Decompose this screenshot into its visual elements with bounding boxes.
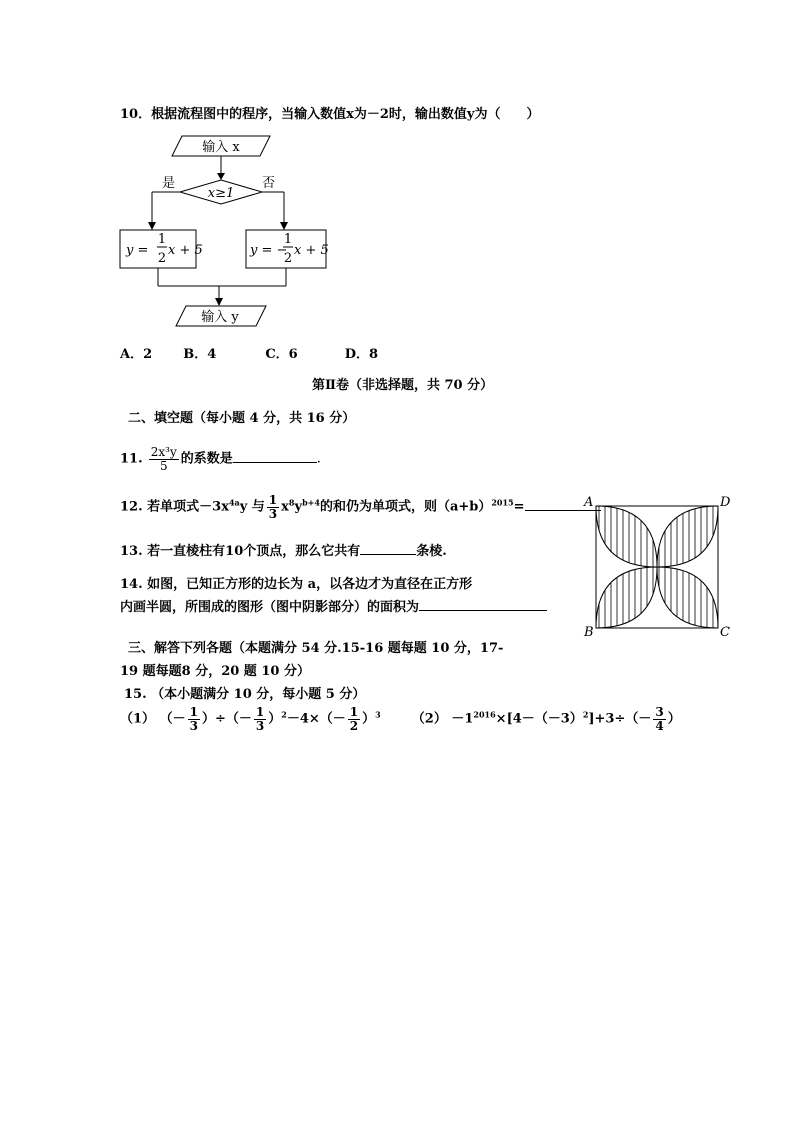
q15-p2-a: －1: [451, 711, 474, 727]
label-d: D: [720, 495, 730, 510]
label-b: B: [584, 625, 594, 640]
q14-line2: [120, 596, 547, 615]
q11-text: 的系数是: [180, 451, 233, 467]
q13-label: 13.: [120, 544, 143, 559]
flow-right-post: x + 5: [294, 243, 329, 258]
q11-den: 5: [159, 458, 168, 473]
q15-p2-sup: 2016: [473, 709, 496, 720]
q11-answer-blank[interactable]: [233, 462, 317, 463]
q15-frac3-den: 2: [349, 718, 359, 733]
q15-p2-b: ×[4－（－3）: [495, 711, 583, 727]
option-d[interactable]: D．8: [344, 347, 379, 362]
flow-yes-label: 是: [162, 176, 176, 191]
q12-pre: 若单项式－3x: [147, 499, 229, 515]
label-a: A: [584, 495, 594, 510]
q12: [120, 494, 601, 520]
q15-frac3: [348, 706, 360, 732]
q15-p1-sup1: 2: [281, 709, 287, 720]
q12-num: 1: [268, 493, 278, 507]
q13-answer-blank[interactable]: [360, 554, 416, 555]
q12-sup4: 2015: [491, 497, 514, 508]
petal-bottom-right: [657, 567, 718, 628]
q15-p1-d: －4×（－: [286, 711, 346, 727]
part2-title: 第Ⅱ卷（非选择题，共 70 分）: [312, 378, 494, 393]
q15-frac1-den: 3: [189, 718, 198, 733]
q15-expressions: [120, 706, 681, 732]
q12-post: 的和仍为单项式，则（a+b）: [319, 499, 492, 515]
q11-fraction: [149, 446, 179, 472]
q15-frac2-num: 1: [255, 705, 265, 719]
q15-p1-sup2: 3: [375, 709, 381, 720]
q15-p1-label: （1）: [120, 711, 156, 727]
petal-bottom-left: [596, 567, 657, 628]
q15-p1-b: ）÷（－: [201, 711, 252, 727]
q13: [120, 540, 447, 559]
flow-no-label: 否: [262, 176, 276, 191]
q15-p1-a: （－: [159, 711, 186, 727]
petal-top-left: [596, 506, 657, 567]
q11: [120, 446, 321, 472]
q12-sup1: 4a: [228, 497, 240, 508]
flow-right-pre: y = −: [250, 243, 288, 258]
q15-frac4-den: 4: [655, 718, 664, 733]
q11-num: 2x³y: [150, 445, 177, 459]
q12-den: 3: [268, 506, 278, 521]
flow-input-text: 输入 x: [202, 140, 240, 155]
q15-p2-d: ）: [667, 711, 681, 727]
q15-p2-c: ]+3÷（－: [588, 711, 652, 727]
q11-label: 11.: [120, 451, 143, 467]
q12-fraction: [267, 494, 279, 520]
q15-header: 15. （本小题满分 10 分，每小题 5 分）: [124, 687, 366, 702]
q11-end: .: [316, 451, 321, 467]
q15-frac2-den: 3: [255, 718, 265, 733]
flow-left-pre: y =: [126, 243, 149, 258]
square-semicircle-figure: [580, 494, 730, 640]
q10-options: [120, 343, 378, 362]
section3-line1: 三、解答下列各题（本题满分 54 分.15-16 题每题 10 分，17-: [128, 641, 504, 656]
option-b[interactable]: B．4: [183, 347, 217, 362]
q13-pre: 若一直棱柱有10个顶点，那么它共有: [147, 544, 361, 559]
flow-output-text: 输入 y: [201, 310, 239, 325]
q15-p2-sup2: 2: [582, 709, 589, 720]
petal-top-right: [657, 506, 718, 567]
q10-stem: 10．根据流程图中的程序，当输入数值x为－2时，输出数值y为（ ）: [120, 107, 540, 122]
flow-left-num: 1: [157, 232, 167, 247]
option-a[interactable]: A．2: [120, 347, 153, 362]
q15-p1-e: ）: [362, 711, 376, 727]
q12-sup3: b+4: [302, 497, 320, 508]
q13-post: 条棱.: [416, 544, 447, 559]
q12-sup2: 8: [288, 497, 295, 508]
q14-answer-blank[interactable]: [419, 610, 547, 611]
option-c[interactable]: C．6: [265, 347, 298, 362]
q14-line1: 14. 如图，已知正方形的边长为 a，以各边才为直径在正方形: [120, 577, 473, 592]
q15-frac1: [188, 706, 200, 732]
q15-frac4-num: 3: [655, 705, 664, 719]
q15-frac4: [653, 706, 665, 732]
q15-frac1-num: 1: [189, 705, 198, 719]
q12-mid2: x: [281, 499, 289, 515]
q12-mid3: y: [294, 499, 303, 515]
flow-right-den: 2: [283, 251, 293, 266]
q12-mid1: y 与: [239, 499, 265, 515]
flow-left-post: x + 5: [168, 243, 203, 258]
section3-line2: 19 题每题8 分，20 题 10 分）: [120, 664, 310, 679]
q15-p2-label: （2）: [411, 711, 447, 727]
q15-p1-c: ）: [268, 711, 282, 727]
q12-eq: =: [513, 499, 525, 515]
q15-frac2: [254, 706, 266, 732]
label-c: C: [720, 625, 730, 640]
section2-title: 二、填空题（每小题 4 分，共 16 分）: [128, 411, 356, 426]
flow-right-num: 1: [283, 232, 293, 247]
flow-left-den: 2: [157, 251, 167, 266]
q14-line2-text: 内画半圆，所围成的图形（图中阴影部分）的面积为: [120, 600, 420, 615]
flow-condition-text: x≥1: [207, 186, 235, 201]
q12-label: 12.: [120, 499, 143, 515]
q15-frac3-num: 1: [349, 705, 359, 719]
flowchart: [110, 130, 330, 335]
